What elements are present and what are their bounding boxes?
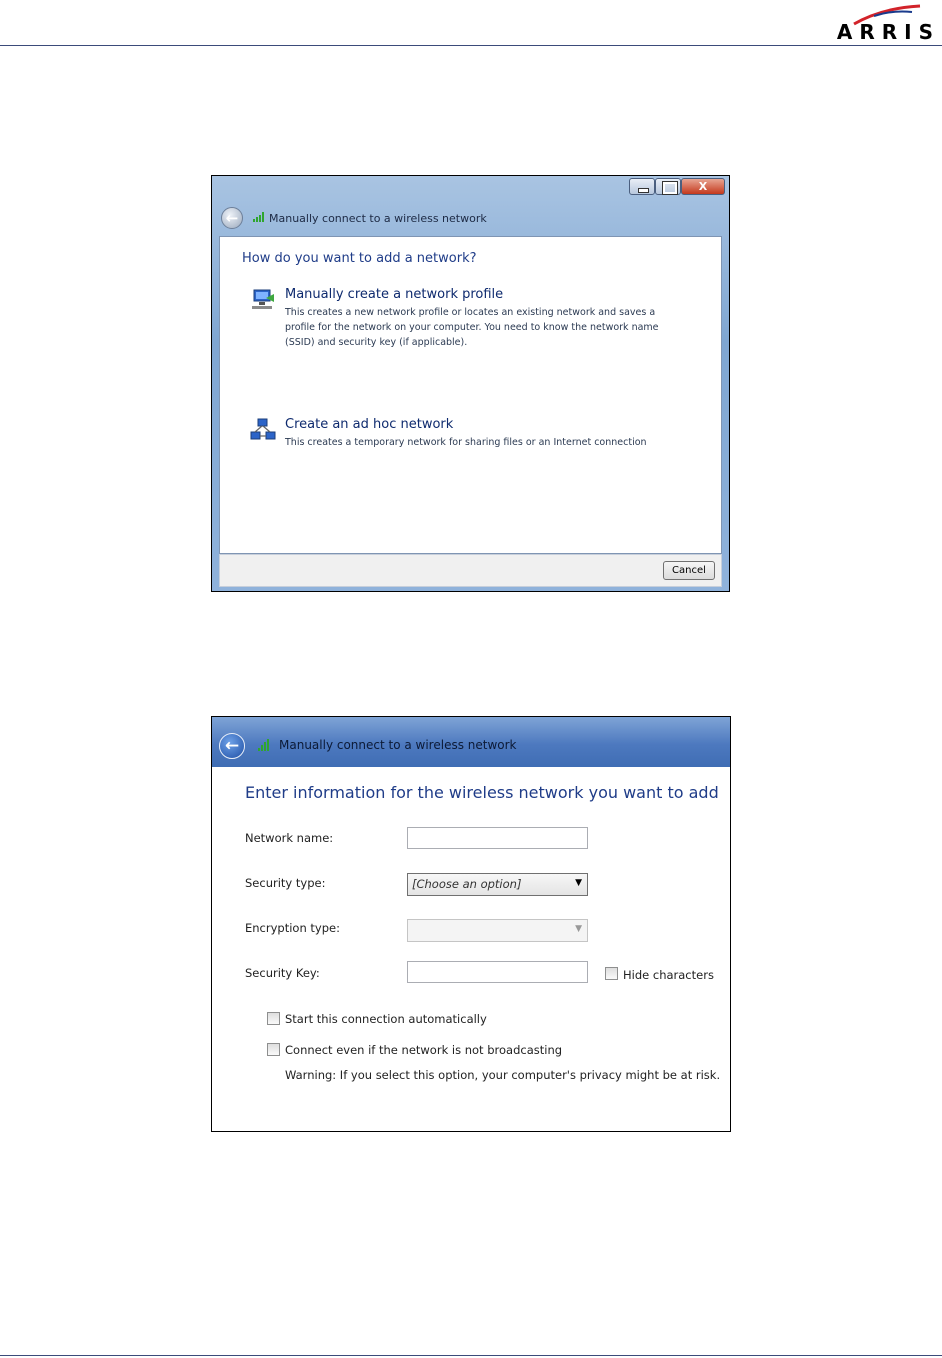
brand-name: ARRIS — [836, 20, 940, 44]
close-button[interactable]: X — [681, 178, 725, 195]
option-description: This creates a temporary network for sharing files or an Internet connection — [285, 437, 647, 448]
arris-logo — [822, 2, 940, 44]
footer-divider — [0, 1355, 942, 1356]
back-arrow-icon[interactable]: ← — [221, 207, 243, 229]
dialog-footer — [219, 554, 722, 587]
dialog-heading: How do you want to add a network? — [242, 251, 477, 266]
wireless-signal-icon — [253, 212, 264, 222]
dialog-titlebar — [212, 176, 729, 236]
cancel-button[interactable]: Cancel — [663, 561, 715, 580]
dialog-title: Manually connect to a wireless network — [279, 738, 517, 752]
hide-characters-checkbox[interactable] — [605, 967, 618, 980]
dialog-heading: Enter information for the wireless network you want to add — [245, 783, 719, 802]
dropdown-arrow-icon: ▼ — [575, 878, 582, 888]
back-arrow-icon[interactable]: ← — [219, 733, 245, 759]
network-profile-icon — [250, 288, 276, 312]
privacy-warning-text: Warning: If you select this option, your computer's privacy might be at risk. — [285, 1068, 721, 1082]
connect-not-broadcasting-label: Connect even if the network is not broadcasting — [285, 1043, 563, 1057]
option-description: This creates a new network profile or locates an existing network and saves a profile for the network on your computer. You need to know the network name (SSID) and security key (if applicable). — [285, 307, 659, 348]
wireless-signal-icon — [258, 739, 269, 751]
encryption-type-label: Encryption type: — [245, 921, 340, 935]
security-type-value: [Choose an option] — [412, 877, 522, 891]
hide-characters-label: Hide characters — [623, 968, 714, 982]
security-key-label: Security Key: — [245, 966, 320, 980]
security-type-select[interactable] — [407, 873, 588, 896]
dialog-content — [219, 236, 722, 554]
network-name-input[interactable] — [407, 827, 588, 849]
add-network-dialog — [211, 175, 730, 592]
network-info-dialog — [211, 716, 731, 1132]
start-automatically-checkbox[interactable] — [267, 1012, 280, 1025]
security-type-label: Security type: — [245, 876, 326, 890]
option-title: Manually create a network profile — [285, 287, 504, 302]
option-title: Create an ad hoc network — [285, 417, 454, 432]
network-name-label: Network name: — [245, 831, 334, 845]
encryption-type-select[interactable] — [407, 919, 588, 942]
start-automatically-label: Start this connection automatically — [285, 1012, 487, 1026]
dropdown-arrow-icon: ▼ — [575, 924, 582, 934]
header-divider — [0, 45, 942, 46]
minimize-button[interactable] — [629, 178, 655, 195]
dialog-title: Manually connect to a wireless network — [269, 212, 487, 225]
connect-not-broadcasting-checkbox[interactable] — [267, 1043, 280, 1056]
security-key-input[interactable] — [407, 961, 588, 983]
maximize-button[interactable] — [655, 178, 681, 195]
dialog-titlebar — [212, 717, 730, 767]
ad-hoc-network-icon — [250, 418, 276, 442]
